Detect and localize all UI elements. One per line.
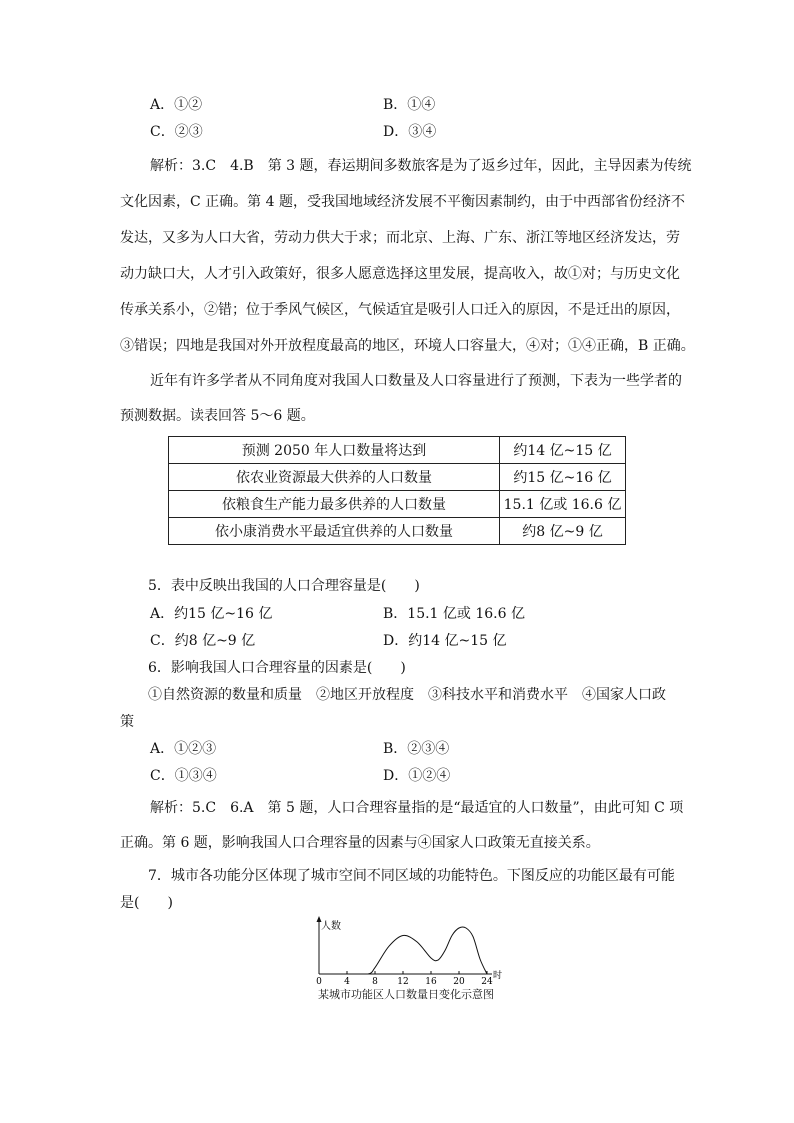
q7-stem-line-1: 7．城市各功能分区体现了城市空间不同区域的功能特色。下图反应的功能区最有可能 [148,868,675,884]
q6-option-b: B．②③④ [383,741,450,757]
table-cell-label: 预测 2050 年人口数量将达到 [169,437,500,464]
q5-option-c: C．约8 亿~9 亿 [150,633,256,649]
table-cell-label: 依农业资源最大供养的人口数量 [169,464,500,491]
q5-option-d: D．约14 亿~15 亿 [383,633,507,649]
table-cell-label: 依粮食生产能力最多供养的人口数量 [169,491,500,518]
x-tick-label: 12 [397,977,409,986]
analysis-3-4-line-1: 解析：3.C 4.B 第 3 题，春运期间多数旅客是为了返乡过年，因此，主导因素为传统 [150,158,692,174]
analysis-5-6-line-1: 解析：5.C 6.A 第 5 题，人口合理容量指的是“最适宜的人口数量”，由此可知 C 项 [150,800,684,816]
table-cell-value: 约8 亿~9 亿 [500,518,626,545]
table-row [169,491,626,518]
q5-option-b: B．15.1 亿或 16.6 亿 [383,606,525,622]
table-cell-value: 15.1 亿或 16.6 亿 [500,491,626,518]
q6-stem: 6．影响我国人口合理容量的因素是( ) [148,660,406,676]
q6-option-c: C．①③④ [150,768,217,784]
x-tick-label: 8 [372,977,378,986]
q7-stem-line-2: 是( ) [120,895,173,911]
analysis-3-4-line-4: 动力缺口大，人才引入政策好，很多人愿意选择这里发展，提高收入，故①对；与历史文化 [120,266,680,282]
y-axis-label: 人数 [321,921,341,932]
q3-option-b: B．①④ [383,97,436,113]
analysis-3-4-line-2: 文化因素，C 正确。第 4 题，受我国地域经济发展不平衡因素制约，由于中西部省份经济不 [120,194,685,210]
intro-5-6-line-1: 近年有许多学者从不同角度对我国人口数量及人口容量进行了预测，下表为一些学者的 [150,373,682,389]
intro-5-6-line-2: 预测数据。读表回答 5～6 题。 [120,408,315,424]
population-daily-change-chart [310,916,510,986]
q6-items-line-2: 策 [120,714,134,730]
x-axis-label: 时 [493,971,503,981]
q3-option-d: D．③④ [383,124,437,140]
analysis-3-4-line-5: 传承关系小，②错；位于季风气候区，气候适宜是吸引人口迁入的原因，不是迁出的原因， [120,302,680,318]
x-tick-label: 4 [344,977,350,986]
analysis-3-4-line-6: ③错误；四地是我国对外开放程度最高的地区，环境人口容量大，④对；①④正确，B 正确。 [120,338,695,354]
table-row [169,464,626,491]
analysis-3-4-line-3: 发达，又多为人口大省，劳动力供大于求；而北京、上海、广东、浙江等地区经济发达，劳 [120,230,680,246]
table-cell-value: 约14 亿~15 亿 [500,437,626,464]
q3-option-c: C．②③ [150,124,203,140]
x-tick-label: 24 [481,977,493,986]
table-cell-value: 约15 亿~16 亿 [500,464,626,491]
q5-option-a: A．约15 亿~16 亿 [150,606,273,622]
analysis-5-6-line-2: 正确。第 6 题，影响我国人口合理容量的因素与④国家人口政策无直接关系。 [120,835,600,851]
prediction-table [168,436,626,545]
table-row [169,518,626,545]
q6-items-line-1: ①自然资源的数量和质量 ②地区开放程度 ③科技水平和消费水平 ④国家人口政 [148,687,666,703]
x-tick-label: 0 [316,977,322,986]
q3-option-a: A．①② [150,97,203,113]
q6-option-d: D．①②④ [383,768,451,784]
table-cell-label: 依小康消费水平最适宜供养的人口数量 [169,518,500,545]
x-tick-label: 16 [425,977,437,986]
table-row [169,437,626,464]
chart-title: 某城市功能区人口数量日变化示意图 [318,988,494,1001]
q5-stem: 5．表中反映出我国的人口合理容量是( ) [148,578,420,594]
q6-option-a: A．①②③ [150,741,217,757]
x-tick-label: 20 [453,977,465,986]
population-line [319,927,487,974]
